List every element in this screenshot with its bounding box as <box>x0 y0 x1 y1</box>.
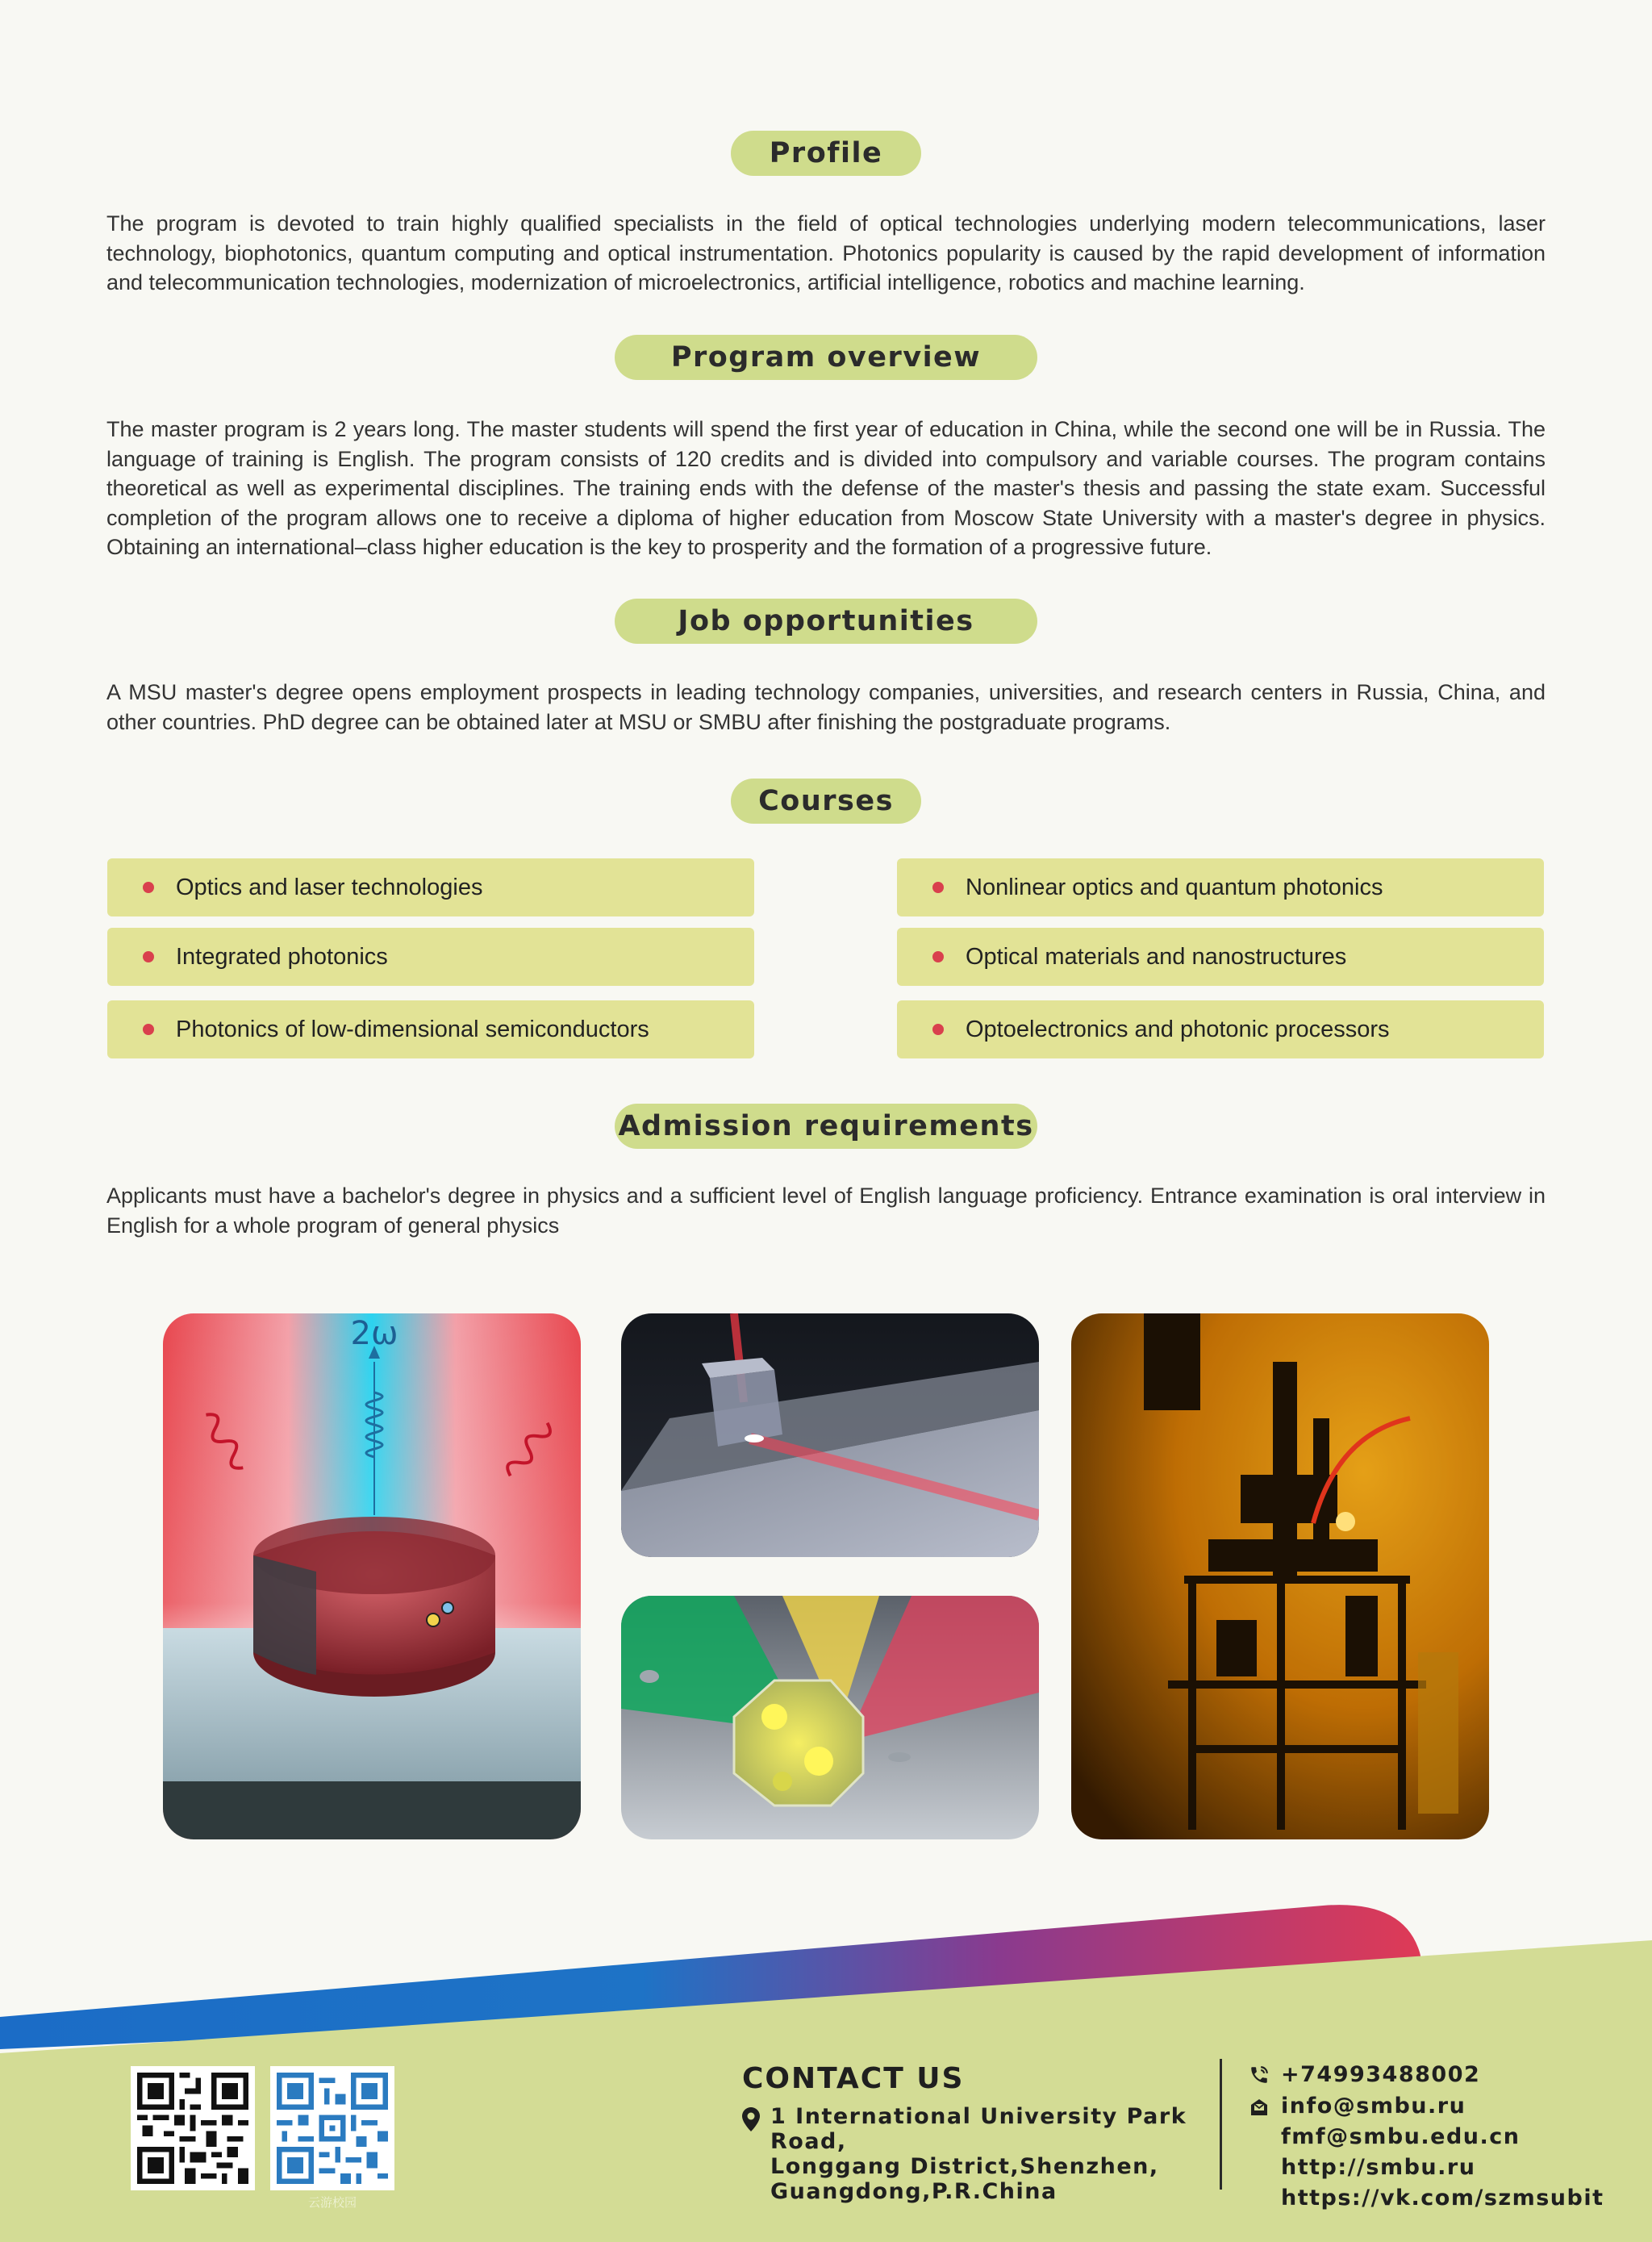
qr-icon <box>277 2073 388 2184</box>
phone-number[interactable]: +74993488002 <box>1281 2062 1481 2087</box>
email-icon <box>1249 2098 1269 2117</box>
address-block <box>770 2104 1222 2204</box>
profile-text: The program is devoted to train highly qualified specialists in the field of optical technologies underlying modern telecommunications, laser technology, biophotonics, quantum computing and optical instrumentation. Photonics popularity is caused by the rapid development of information and telecommunication technologies, modernization of microelectronics, artificial intelligence, robotics and machine learning. <box>106 211 1546 294</box>
profile-heading: Profile <box>731 131 921 176</box>
course-label: Nonlinear optics and quantum photonics <box>966 875 1383 900</box>
job-opportunities-text: A MSU master's degree opens employment prospects in leading technology companies, universities, and research centers in Russia, China, and other countries. PhD degree can be obtained later at MSU or SMBU after finishing the postgraduate programs. <box>106 680 1546 734</box>
admission-heading: Admission requirements <box>615 1104 1037 1149</box>
address-line: 1 International University Park Road, <box>770 2104 1187 2154</box>
course-item <box>897 858 1544 916</box>
bullet-icon <box>143 882 154 893</box>
photo-crystal <box>621 1596 1039 1839</box>
photo-prism-laser <box>621 1313 1039 1557</box>
address-line: Longgang District,Shenzhen, <box>770 2154 1159 2179</box>
email-link[interactable]: info@smbu.ru <box>1281 2094 1466 2119</box>
phone-icon <box>1249 2065 1270 2085</box>
job-opportunities-heading: Job opportunities <box>615 599 1037 644</box>
qr-caption: 云游校园 <box>307 2195 357 2210</box>
program-overview-heading: Program overview <box>615 335 1037 380</box>
course-label: Optical materials and nanostructures <box>966 944 1347 970</box>
prism-laser-illustration <box>621 1313 1039 1557</box>
frequency-label: 2ω <box>350 1315 398 1352</box>
nanostructure-illustration <box>163 1313 581 1839</box>
vk-link[interactable]: https://vk.com/szmsubit <box>1281 2186 1604 2211</box>
crystal-illustration <box>621 1596 1039 1839</box>
course-label: Photonics of low-dimensional semiconductors <box>176 1017 649 1042</box>
address-line: Guangdong,P.R.China <box>770 2179 1058 2204</box>
course-item <box>897 1000 1544 1058</box>
course-item <box>107 1000 754 1058</box>
course-label: Optics and laser technologies <box>176 875 483 900</box>
course-item <box>897 928 1544 986</box>
contact-us-heading: CONTACT US <box>742 2062 965 2095</box>
location-pin-icon <box>742 2107 760 2131</box>
course-label: Optoelectronics and photonic processors <box>966 1017 1390 1042</box>
admission-text: Applicants must have a bachelor's degree in physics and a sufficient level of English language proficiency. Entrance examination is oral interview in English for a whole program of general physics <box>106 1184 1546 1238</box>
qr-code-1[interactable] <box>131 2066 255 2190</box>
program-overview-text: The master program is 2 years long. The master students will spend the first year of education in China, while the second one will be in Russia. The language of training is English. The program consists of 120 credits and is divided into compulsory and variable courses. The program contains theoretical as well as experimental disciplines. The training ends with the defense of the master's thesis and passing the state exam. Successful completion of the program allows one to receive a diploma of higher education from Moscow State University with a master's degree in physics. Obtaining an international–class higher education is the key to prosperity and the formation of a progressive future. <box>106 417 1546 559</box>
course-label: Integrated photonics <box>176 944 388 970</box>
courses-heading: Courses <box>731 779 921 824</box>
bullet-icon <box>143 951 154 962</box>
bullet-icon <box>143 1024 154 1035</box>
bullet-icon <box>932 882 944 893</box>
bullet-icon <box>932 951 944 962</box>
bullet-icon <box>932 1024 944 1035</box>
course-item <box>107 928 754 986</box>
email-link[interactable]: fmf@smbu.edu.cn <box>1281 2124 1521 2149</box>
website-link[interactable]: http://smbu.ru <box>1281 2155 1476 2180</box>
lab-setup-illustration <box>1071 1313 1489 1839</box>
photo-nanostructure <box>163 1313 581 1839</box>
photo-lab-setup <box>1071 1313 1489 1839</box>
course-item <box>107 858 754 916</box>
qr-code-2[interactable] <box>270 2066 394 2190</box>
divider <box>1220 2059 1222 2190</box>
qr-icon <box>137 2073 248 2184</box>
